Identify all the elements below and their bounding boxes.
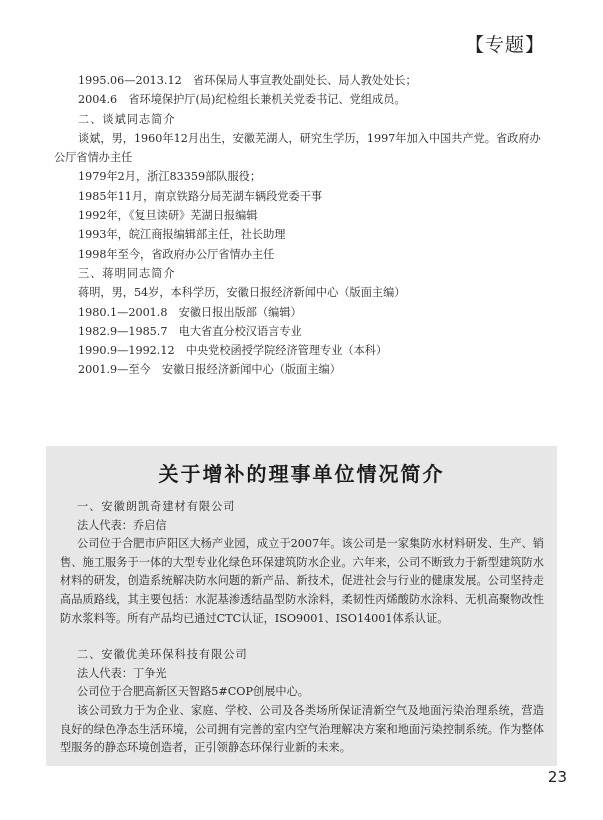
text-line: 1995.06—2013.12 省环保局人事宣教处副处长、局人教处处长； (78, 74, 417, 87)
text-line: 1993年，皖江商报编辑部主任，社长助理 (78, 228, 286, 242)
section-heading: 二、谈斌同志简介 (78, 112, 176, 126)
company-representative: 法人代表：乔启信 (77, 518, 167, 532)
text-line: 1980.1—2001.8 安徽日报出版部（编辑） (78, 305, 302, 319)
text-line: 1990.9—1992.12 中央党校函授学院经济管理专业（本科） (78, 344, 388, 358)
section-tag: 【专题】 (464, 34, 545, 56)
section-heading: 三、蒋明同志简介 (78, 266, 176, 280)
company-description: 公司位于合肥市庐阳区大杨产业园，成立于2007年。该公司是一家集防水材料研发、生产、销售、施工服务于一体的大型专业化绿色环保建筑防水企业。六年来，公司不断致力于新型建筑防水材料的研发，创造系统解决防水问题的新产品、新技术，促进社会与行业的健康发展。公司坚持走高品质路线，其主要包括：水泥基渗透结晶型防水涂料，柔韧性丙烯酸防水涂料、无机高聚物改性防水浆料等。所有产品均已通过CTC认证，ISO9001、ISO14001体系认证。 (60, 537, 544, 625)
text-line: 1979年2月，浙江83359部队服役； (78, 170, 262, 184)
box-title: 关于增补的理事单位情况简介 (158, 462, 445, 486)
page-number: 23 (547, 768, 567, 786)
company-name: 一、安徽朗凯奇建材有限公司 (77, 500, 236, 513)
text-line: 1985年11月，南京铁路分局芜湖车辆段党委干事 (78, 189, 323, 203)
text-line: 谈斌，男，1960年12月出生，安徽芜湖人，研究生学历，1997年加入中国共产党。省政府办 (78, 131, 541, 145)
upper-text-block (54, 71, 550, 380)
text-line: 公厅省情办主任 (54, 151, 133, 165)
company-address: 公司位于合肥高新区天智路5#COP创展中心。 (77, 685, 309, 699)
text-line: 1992年，《复旦读研》芜湖日报编辑 (78, 209, 258, 223)
text-line: 2001.9—至今 安徽日报经济新闻中心（版面主编） (78, 363, 341, 377)
text-line: 1998年至今，省政府办公厅省情办主任 (78, 247, 275, 261)
box-body (60, 498, 544, 758)
company-representative: 法人代表：丁争光 (77, 666, 167, 680)
info-box (46, 446, 557, 766)
company-description: 该公司致力于为企业、家庭、学校、公司及各类场所保证清新空气及地面污染治理系统，营造良好的绿色净态生活环境，公司拥有完善的室内空气治理解决方案和地面污染控制系统。作为整体型服务的静态环境创造者，正引领静态环保行业新的未来。 (60, 703, 544, 755)
spacer (60, 628, 544, 646)
company-name: 二、安徽优美环保科技有限公司 (77, 648, 248, 662)
text-line: 蒋明，男，54岁，本科学历，安徽日报经济新闻中心（版面主编） (78, 286, 406, 300)
text-line: 1982.9—1985.7 电大省直分校汉语言专业 (78, 324, 302, 338)
text-line: 2004.6 省环境保护厅(局)纪检组长兼机关党委书记、党组成员。 (78, 93, 406, 107)
